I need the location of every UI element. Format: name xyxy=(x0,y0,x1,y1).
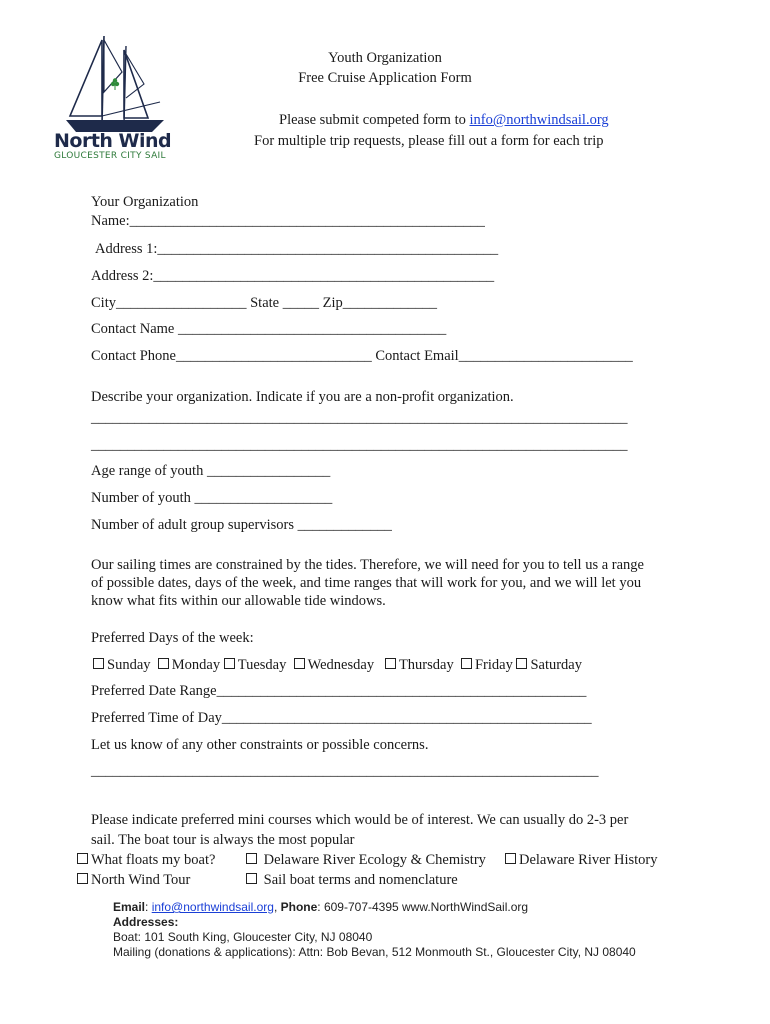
course-what-floats[interactable]: What floats my boat? xyxy=(77,851,215,869)
contact-phone-email-field[interactable]: Contact Phone___________________________ Contact Email________________________ xyxy=(91,348,633,364)
courses-intro-line-2: sail. The boat tour is always the most popular xyxy=(91,832,355,848)
logo-subtitle: GLOUCESTER CITY SAIL xyxy=(54,151,166,161)
course-delaware-history[interactable]: Delaware River History xyxy=(505,851,658,869)
logo-name: North Wind xyxy=(54,130,172,152)
checkbox-icon[interactable] xyxy=(246,873,257,884)
day-friday[interactable]: Friday xyxy=(461,657,513,673)
course-delaware-ecology[interactable]: Delaware River Ecology & Chemistry xyxy=(246,851,486,869)
address-1-field[interactable]: Address 1:_______________________________________________ xyxy=(95,241,499,257)
day-tuesday[interactable]: Tuesday xyxy=(224,657,287,673)
date-range-field[interactable]: Preferred Date Range___________________________________________________ xyxy=(91,683,587,699)
checkbox-icon[interactable] xyxy=(93,658,104,669)
footer-phone: : 609-707-4395 www.NorthWindSail.org xyxy=(317,900,529,914)
describe-prompt: Describe your organization. Indicate if you are a non-profit organization. xyxy=(91,389,514,405)
submit-email-link[interactable]: info@northwindsail.org xyxy=(469,112,609,128)
submit-instructions xyxy=(279,111,609,129)
org-name-field[interactable]: Name:_________________________________________________ xyxy=(91,213,485,229)
days-checkbox-row xyxy=(93,656,582,674)
day-monday[interactable]: Monday xyxy=(158,657,220,673)
address-2-field[interactable]: Address 2:_______________________________________________ xyxy=(91,268,495,284)
checkbox-icon[interactable] xyxy=(461,658,472,669)
time-of-day-field[interactable]: Preferred Time of Day___________________________________________________ xyxy=(91,710,592,726)
day-saturday[interactable]: Saturday xyxy=(516,657,582,673)
city-state-zip-field[interactable]: City__________________ State _____ Zip_____________ xyxy=(91,295,437,311)
checkbox-icon[interactable] xyxy=(224,658,235,669)
footer-mailing-address: Mailing (donations & applications): Attn: Bob Bevan, 512 Monmouth St., Gloucester City, NJ 08040 xyxy=(113,945,636,959)
multiple-trip-note: For multiple trip requests, please fill out a form for each trip xyxy=(254,133,604,149)
tides-line-1: Our sailing times are constrained by the tides. Therefore, we will need for you to tell us a range xyxy=(91,557,644,573)
tides-line-3: know what fits within our allowable tide windows. xyxy=(91,593,386,609)
footer xyxy=(113,900,636,960)
constraints-line[interactable]: ______________________________________________________________________ xyxy=(91,763,599,779)
footer-boat-address: Boat: 101 South King, Gloucester City, NJ 08040 xyxy=(113,930,373,944)
describe-line-1[interactable]: __________________________________________________________________________ xyxy=(91,410,628,426)
constraints-label: Let us know of any other constraints or possible concerns. xyxy=(91,737,429,753)
checkbox-icon[interactable] xyxy=(385,658,396,669)
checkbox-icon[interactable] xyxy=(158,658,169,669)
footer-addresses-label: Addresses: xyxy=(113,915,179,929)
title-line-2: Free Cruise Application Form xyxy=(298,70,472,86)
course-sail-terms[interactable]: Sail boat terms and nomenclature xyxy=(246,871,458,889)
title-line-1: Youth Organization xyxy=(328,50,442,66)
checkbox-icon[interactable] xyxy=(294,658,305,669)
day-thursday[interactable]: Thursday xyxy=(385,657,454,673)
checkbox-icon[interactable] xyxy=(246,853,257,864)
number-youth-field[interactable]: Number of youth ___________________ xyxy=(91,490,333,506)
day-wednesday[interactable]: Wednesday xyxy=(294,657,374,673)
org-name-label-1: Your Organization xyxy=(91,194,199,210)
footer-phone-label: Phone xyxy=(280,900,318,914)
describe-line-2[interactable]: __________________________________________________________________________ xyxy=(91,437,628,453)
courses-intro-line-1: Please indicate preferred mini courses which would be of interest. We can usually do 2-3 per xyxy=(91,812,629,828)
logo xyxy=(52,32,182,164)
checkbox-icon[interactable] xyxy=(77,853,88,864)
supervisors-field[interactable]: Number of adult group supervisors _____________ xyxy=(91,517,392,533)
tides-line-2: of possible dates, days of the week, and time ranges that will work for you, and we will let you xyxy=(91,575,642,591)
checkbox-icon[interactable] xyxy=(516,658,527,669)
footer-email-label: Email xyxy=(113,900,146,914)
checkbox-icon[interactable] xyxy=(77,873,88,884)
checkbox-icon[interactable] xyxy=(505,853,516,864)
contact-name-field[interactable]: Contact Name _____________________________________ xyxy=(91,321,447,337)
age-range-field[interactable]: Age range of youth _________________ xyxy=(91,463,331,479)
footer-email-link[interactable]: info@northwindsail.org xyxy=(151,900,274,914)
course-north-wind-tour[interactable]: North Wind Tour xyxy=(77,871,190,889)
footer-contact: Email: info@northwindsail.org, Phone: 609-707-4395 www.NorthWindSail.org xyxy=(113,900,529,914)
day-sunday[interactable]: Sunday xyxy=(93,657,151,673)
schooner-icon xyxy=(52,32,182,138)
submit-prefix: Please submit competed form to xyxy=(279,112,470,128)
days-label: Preferred Days of the week: xyxy=(91,630,254,646)
